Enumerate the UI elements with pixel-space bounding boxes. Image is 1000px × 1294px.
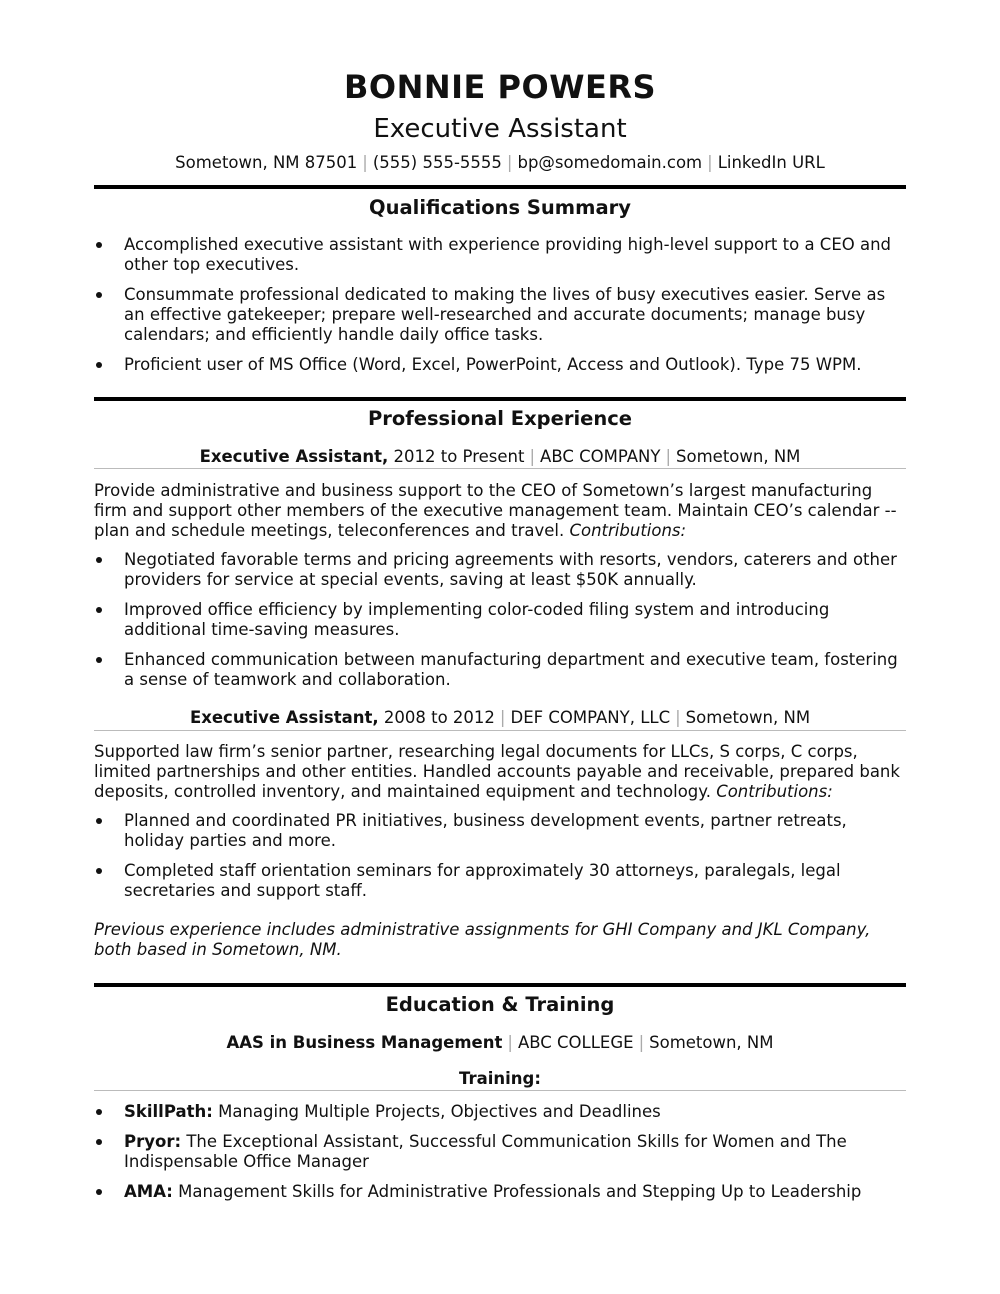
- bullet-icon: [96, 1109, 102, 1115]
- candidate-title: Executive Assistant: [373, 114, 627, 144]
- bullet-icon: [96, 1189, 102, 1195]
- separator: |: [499, 708, 506, 727]
- degree-line: [94, 1033, 906, 1052]
- training-list: [94, 1102, 906, 1202]
- list-item: Planned and coordinated PR initiatives, business development events, partner retreats, holiday parties and more.: [94, 811, 906, 851]
- list-item: SkillPath: Managing Multiple Projects, Objectives and Deadlines: [94, 1102, 906, 1122]
- bullet-icon: [96, 657, 102, 663]
- separator: |: [638, 1033, 645, 1052]
- training-org: AMA:: [124, 1182, 173, 1201]
- job-company: ABC COMPANY: [540, 447, 661, 466]
- contact-line: [94, 153, 906, 172]
- bullet-icon: [96, 242, 102, 248]
- qualifications-heading: Qualifications Summary: [369, 196, 631, 219]
- degree-name: AAS in Business Management: [226, 1033, 503, 1052]
- job-summary: Supported law firm’s senior partner, researching legal documents for LLCs, S corps, C corps, limited partnerships and other entities. Handled accounts payable and receivable, prepared bank deposits, controlled inventory, and maintained equipment and technology. Contributions:: [94, 742, 900, 801]
- bullet-icon: [96, 868, 102, 874]
- contact-address: Sometown, NM 87501: [175, 153, 358, 172]
- list-item: Negotiated favorable terms and pricing agreements with resorts, vendors, caterers and other providers for service at special events, saving at least $50K annually.: [94, 550, 906, 590]
- candidate-name: BONNIE POWERS: [343, 68, 657, 106]
- bullet-icon: [96, 607, 102, 613]
- contact-phone: (555) 555-5555: [372, 153, 502, 172]
- experience-heading: Professional Experience: [367, 407, 633, 430]
- separator: |: [707, 153, 713, 172]
- separator: |: [362, 153, 368, 172]
- list-item: AMA: Management Skills for Administrative Professionals and Stepping Up to Leadership: [94, 1182, 906, 1202]
- section-divider: [94, 185, 906, 189]
- separator: |: [529, 447, 536, 466]
- job-role: Executive Assistant,: [199, 447, 389, 466]
- list-item: Enhanced communication between manufacturing department and executive team, fostering a sense of teamwork and collaboration.: [94, 650, 906, 690]
- job-header: [94, 708, 906, 727]
- contributions-label: Contributions:: [716, 782, 833, 801]
- separator: |: [665, 447, 672, 466]
- list-item: Pryor: The Exceptional Assistant, Successful Communication Skills for Women and The Indispensable Office Manager: [94, 1132, 906, 1172]
- job-dates: 2008 to 2012: [383, 708, 495, 727]
- bullet-icon: [96, 362, 102, 368]
- job-divider: [94, 730, 906, 731]
- list-item: Accomplished executive assistant with experience providing high-level support to a CEO and other top executives.: [94, 235, 906, 275]
- job-header: [94, 447, 906, 466]
- separator: |: [507, 1033, 513, 1052]
- job-location: Sometown, NM: [685, 708, 811, 727]
- job-location: Sometown, NM: [676, 447, 801, 466]
- bullet-icon: [96, 818, 102, 824]
- section-divider: [94, 397, 906, 401]
- previous-experience-note: Previous experience includes administrative assignments for GHI Company and JKL Company, both based in Sometown, NM.: [94, 920, 871, 959]
- bullet-icon: [96, 1139, 102, 1145]
- job-role: Executive Assistant,: [189, 708, 379, 727]
- bullet-icon: [96, 292, 102, 298]
- contributions-label: Contributions:: [569, 521, 687, 540]
- school-name: ABC COLLEGE: [517, 1033, 634, 1052]
- contact-email[interactable]: bp@somedomain.com: [517, 153, 703, 172]
- bullet-icon: [96, 557, 102, 563]
- education-heading: Education & Training: [385, 993, 615, 1016]
- section-divider: [94, 983, 906, 987]
- contact-linkedin[interactable]: LinkedIn URL: [717, 153, 825, 172]
- training-label: Training:: [459, 1069, 541, 1088]
- separator: |: [675, 708, 681, 727]
- qualifications-list: [94, 235, 906, 375]
- training-org: SkillPath:: [124, 1102, 213, 1121]
- training-org: Pryor:: [124, 1132, 182, 1151]
- job-summary: Provide administrative and business support to the CEO of Sometown’s largest manufacturing firm and support other members of the executive management team. Maintain CEO’s calendar -- plan and schedule meetings, teleconferences and travel. Contributions:: [94, 481, 897, 540]
- list-item: Completed staff orientation seminars for approximately 30 attorneys, paralegals, legal secretaries and support staff.: [94, 861, 906, 901]
- job-company: DEF COMPANY, LLC: [510, 708, 671, 727]
- list-item: Improved office efficiency by implementing color-coded filing system and introducing additional time-saving measures.: [94, 600, 906, 640]
- job-contributions: [94, 550, 906, 690]
- job-divider: [94, 468, 906, 469]
- school-location: Sometown, NM: [649, 1033, 774, 1052]
- list-item: Proficient user of MS Office (Word, Excel, PowerPoint, Access and Outlook). Type 75 WPM.: [94, 355, 906, 375]
- job-dates: 2012 to Present: [393, 447, 525, 466]
- separator: |: [506, 153, 513, 172]
- training-divider: [94, 1090, 906, 1091]
- job-contributions: [94, 811, 906, 901]
- list-item: Consummate professional dedicated to making the lives of busy executives easier. Serve as an effective gatekeeper; prepare well-researched and accurate documents; manage busy calendars; and efficiently handle daily office tasks.: [94, 285, 906, 345]
